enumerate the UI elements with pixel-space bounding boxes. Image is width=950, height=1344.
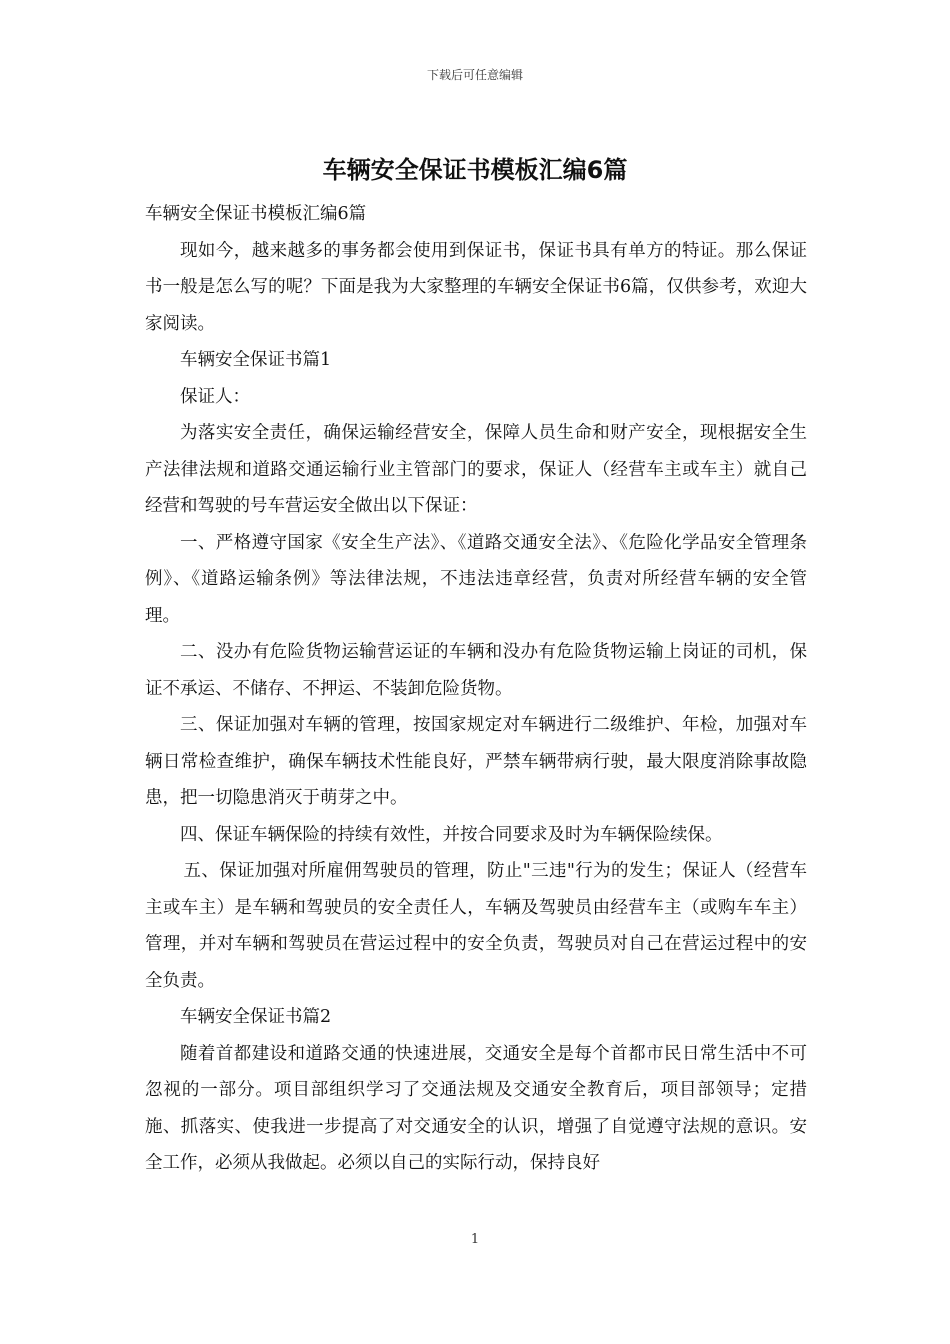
document-body [145, 196, 807, 1182]
page-header-note: 下载后可任意编辑 [426, 68, 523, 82]
page-number: 1 [470, 1232, 480, 1247]
paragraph-item-4: 四、保证车辆保险的持续有效性，并按合同要求及时为车辆保险续保。 [180, 824, 723, 845]
paragraph-section-2: 随着首都建设和道路交通的快速进展，交通安全是每个首都市民日常生活中不可忽视的一部分。项目部组织学习了交通法规及交通安全教育后，项目部领导；定措施、抓落实、使我进一步提高了对交通安全的认识，增强了自觉遵守法规的意识。安全工作，必须从我做起。必须以自己的实际行动，保持良好 [145, 1043, 807, 1173]
paragraph-item-5: 五、保证加强对所雇佣驾驶员的管理，防止"三违"行为的发生；保证人（经营车主或车主）是车辆和驾驶员的安全责任人，车辆及驾驶员由经营车主（或购车车主）管理，并对车辆和驾驶员在营运过程中的安全负责，驾驶员对自己在营运过程中的安全负责。 [145, 861, 807, 991]
paragraph-guarantor: 保证人： [180, 386, 250, 407]
paragraph-item-2: 二、没办有危险货物运输营运证的车辆和没办有危险货物运输上岗证的司机，保证不承运、不储存、不押运、不装卸危险货物。 [145, 642, 807, 699]
paragraph-subtitle: 车辆安全保证书模板汇编6篇 [145, 204, 367, 224]
document-title: 车辆安全保证书模板汇编6篇 [322, 156, 628, 184]
paragraph-intro: 现如今，越来越多的事务都会使用到保证书，保证书具有单方的特证。那么保证书一般是怎么写的呢？下面是我为大家整理的车辆安全保证书6篇，仅供参考，欢迎大家阅读。 [145, 240, 807, 334]
paragraph-item-3: 三、保证加强对车辆的管理，按国家规定对车辆进行二级维护、年检，加强对车辆日常检查维护，确保车辆技术性能良好，严禁车辆带病行驶，最大限度消除事故隐患，把一切隐患消灭于萌芽之中。 [145, 715, 807, 808]
section-heading-2: 车辆安全保证书篇2 [180, 1007, 332, 1027]
section-heading-1: 车辆安全保证书篇1 [180, 350, 332, 370]
paragraph-preamble: 为落实安全责任，确保运输经营安全，保障人员生命和财产安全，现根据安全生产法律法规和道路交通运输行业主管部门的要求，保证人（经营车主或车主）就自己经营和驾驶的号车营运安全做出以下保证： [145, 423, 807, 516]
paragraph-item-1: 一、严格遵守国家《安全生产法》、《道路交通安全法》、《危险化学品安全管理条例》、《道路运输条例》等法律法规，不违法违章经营，负责对所经营车辆的安全管理。 [145, 532, 807, 626]
